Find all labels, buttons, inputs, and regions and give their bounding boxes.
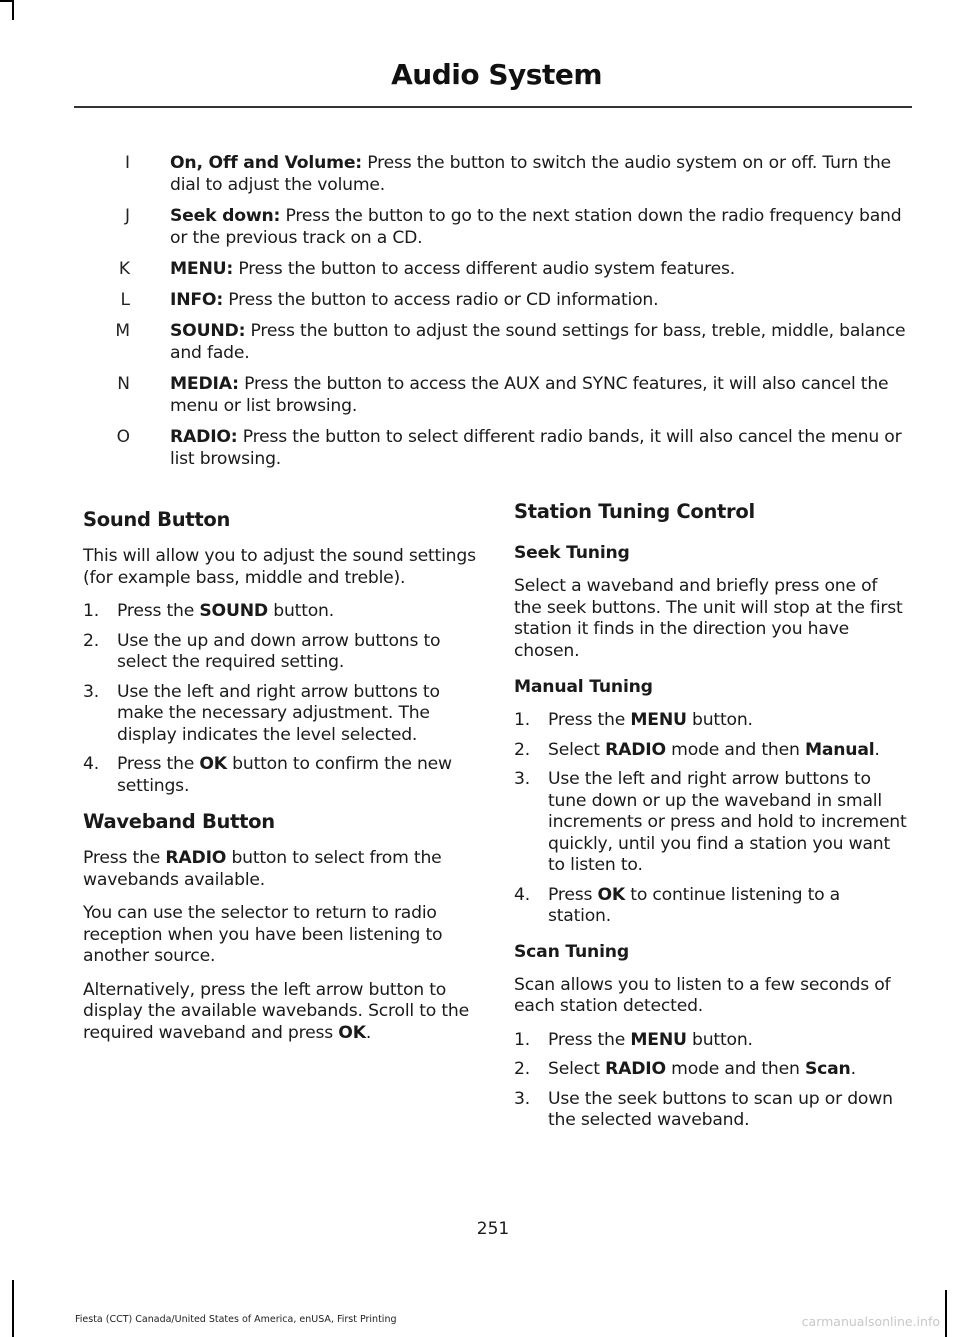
manual-tuning-steps	[514, 710, 908, 928]
step-text	[117, 754, 477, 797]
callout-description	[170, 289, 906, 311]
callout-text: Press the button to switch the audio system on or off. Turn the dial to adjust the volume.	[170, 153, 891, 195]
callout-item	[74, 289, 912, 311]
callout-item	[74, 152, 912, 196]
callout-description	[170, 152, 906, 196]
step-text-pre: Select	[548, 739, 606, 760]
callout-text: Press the button to adjust the sound settings for bass, treble, middle, balance and fade.	[170, 321, 906, 363]
step-text	[548, 710, 908, 732]
callout-term: Seek down:	[170, 206, 281, 226]
step-text-pre: Press	[548, 884, 598, 905]
step-text-post: to continue listening to a station.	[548, 884, 841, 926]
step-text-bold: OK	[199, 754, 227, 774]
callout-letter: K	[118, 259, 130, 279]
list-item	[514, 769, 908, 877]
callout-letter: O	[116, 427, 130, 447]
text-post: button to select from the wavebands available.	[83, 848, 442, 890]
crop-mark-bottom-left	[12, 1280, 14, 1337]
step-number: 3.	[83, 681, 99, 702]
step-number: 1.	[514, 710, 530, 730]
callout-item	[74, 320, 912, 364]
callout-term: SOUND:	[170, 321, 246, 341]
sound-intro: This will allow you to adjust the sound settings (for example bass, middle and treble).	[83, 546, 476, 588]
waveband-paragraph-1	[83, 848, 477, 891]
list-item	[514, 740, 908, 762]
callout-description	[170, 320, 906, 364]
step-text-bold: OK	[597, 884, 626, 905]
list-item	[514, 1030, 908, 1052]
step-text-pre: Select	[548, 1059, 606, 1079]
right-column	[514, 500, 908, 1145]
list-item	[83, 682, 477, 747]
callout-description	[170, 258, 906, 280]
list-item	[514, 885, 908, 928]
left-column	[83, 506, 477, 1056]
step-text-bold: MENU	[630, 1029, 687, 1050]
step-text: Use the seek buttons to scan up or down the selected waveband.	[548, 1088, 893, 1130]
step-text-post: button.	[686, 710, 753, 730]
step-text-pre: Press the	[548, 710, 631, 730]
sound-button-heading: Sound Button	[83, 508, 231, 531]
text-bold: RADIO	[165, 848, 227, 868]
list-item	[83, 601, 477, 623]
step-text-post: button.	[686, 1029, 753, 1050]
seek-tuning-heading: Seek Tuning	[514, 543, 630, 563]
callout-letter: J	[124, 206, 130, 226]
crop-mark-top-left	[0, 0, 12, 2]
callout-text: Press the button to select different radio bands, it will also cancel the menu or list browsing.	[170, 427, 902, 469]
step-text-post: button.	[267, 601, 335, 621]
callout-term: MENU:	[170, 259, 234, 279]
step-text-pre: Press the	[548, 1029, 631, 1050]
crop-mark-bottom-right	[945, 1290, 947, 1337]
callout-letter: I	[124, 153, 130, 173]
callout-description	[170, 373, 906, 417]
text-pre: Alternatively, press the left arrow button to display the available wavebands. Scroll to the required waveband and press	[83, 979, 469, 1043]
waveband-paragraph-2: You can use the selector to return to radio reception when you have been listening to another source.	[83, 903, 443, 966]
callout-term: On, Off and Volume:	[170, 153, 362, 173]
waveband-paragraph-3	[83, 980, 477, 1045]
step-text: Use the left and right arrow buttons to make the necessary adjustment. The display indicates the level selected.	[117, 681, 440, 745]
step-text-pre: Press the	[117, 754, 200, 774]
step-text-bold: RADIO	[605, 1059, 666, 1079]
step-text: Use the up and down arrow buttons to select the required setting.	[117, 630, 441, 672]
step-text	[117, 601, 477, 623]
list-item	[83, 754, 477, 797]
station-tuning-heading: Station Tuning Control	[514, 500, 755, 523]
text-pre: Press the	[83, 848, 166, 868]
step-number: 2.	[83, 630, 99, 651]
step-text-mid: mode and then	[665, 1059, 805, 1079]
step-number: 4.	[83, 754, 99, 774]
callout-item	[74, 373, 912, 417]
callout-item	[74, 258, 912, 280]
scan-tuning-text: Scan allows you to listen to a few seconds of each station detected.	[514, 974, 891, 1016]
step-text-bold: MENU	[630, 710, 687, 730]
section-title: Audio System	[391, 58, 602, 91]
step-number: 4.	[514, 884, 530, 905]
seek-tuning-text: Select a waveband and briefly press one of the seek buttons. The unit will stop at the first station it finds in the direction you have chosen.	[514, 576, 903, 661]
page-number: 251	[476, 1219, 510, 1239]
step-text: Use the left and right arrow buttons to tune down or up the waveband in small increments or press and hold to increment quickly, until you find a station you want to listen to.	[548, 769, 907, 875]
text-post: .	[365, 1022, 372, 1043]
step-number: 2.	[514, 739, 530, 760]
step-text-bold: Scan	[804, 1059, 851, 1079]
step-text-bold: RADIO	[605, 739, 666, 760]
callout-term: MEDIA:	[170, 374, 239, 394]
callout-text: Press the button to access radio or CD information.	[228, 290, 659, 310]
callout-text: Press the button to access the AUX and SYNC features, it will also cancel the menu or list browsing.	[170, 374, 889, 416]
callout-description	[170, 205, 906, 249]
callout-item	[74, 426, 912, 470]
callout-letter: N	[117, 374, 130, 394]
step-text	[548, 740, 908, 762]
step-number: 3.	[514, 1088, 530, 1109]
callout-letter: L	[120, 290, 130, 310]
step-number: 3.	[514, 769, 530, 789]
footer-edition: Fiesta (CCT) Canada/United States of America, enUSA, First Printing	[75, 1314, 397, 1325]
callout-item	[74, 205, 912, 249]
step-text-pre: Press the	[117, 601, 200, 621]
header-rule	[74, 106, 912, 108]
text-bold: OK	[338, 1022, 366, 1043]
step-number: 2.	[514, 1059, 530, 1079]
step-text-post: button to confirm the new settings.	[117, 754, 452, 796]
watermark-link[interactable]: carmanualsonline.info	[801, 1314, 940, 1329]
list-item	[514, 1089, 908, 1132]
step-text	[548, 1059, 908, 1081]
callout-description	[170, 426, 906, 470]
callout-text: Press the button to access different audio system features.	[238, 259, 736, 279]
crop-mark-top-left-v	[12, 0, 14, 20]
callout-term: INFO:	[170, 290, 224, 310]
step-text-bold: SOUND	[199, 601, 268, 621]
scan-tuning-heading: Scan Tuning	[514, 941, 629, 962]
step-number: 1.	[83, 601, 99, 621]
scan-tuning-steps	[514, 1030, 908, 1132]
step-text-post: .	[874, 739, 880, 760]
callout-term: RADIO:	[170, 427, 238, 447]
step-text	[548, 885, 908, 928]
manual-tuning-heading: Manual Tuning	[514, 677, 653, 697]
step-number: 1.	[514, 1029, 530, 1050]
waveband-button-heading: Waveband Button	[83, 810, 275, 833]
list-item	[83, 631, 477, 674]
step-text-bold: Manual	[804, 739, 875, 760]
callout-text: Press the button to go to the next station down the radio frequency band or the previous track on a CD.	[170, 206, 902, 248]
step-text-mid: mode and then	[665, 739, 805, 760]
list-item	[514, 1059, 908, 1081]
list-item	[514, 710, 908, 732]
callout-letter: M	[115, 321, 130, 341]
callout-list	[74, 152, 912, 479]
step-text	[548, 1030, 908, 1052]
step-text-post: .	[850, 1059, 856, 1079]
sound-steps	[83, 601, 477, 797]
